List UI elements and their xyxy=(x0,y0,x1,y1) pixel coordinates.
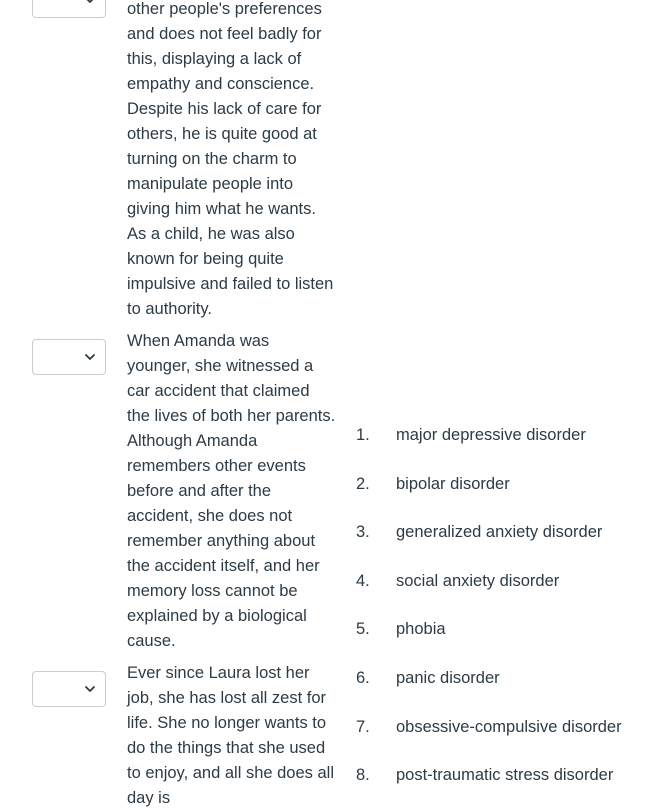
prompt-text-3: Ever since Laura lost her job, she has lost all zest for life. She no longer wants to do the things that she used to enjoy, and all she does all day is xyxy=(127,664,334,807)
chevron-down-icon xyxy=(84,683,96,695)
answer-label: bipolar disorder xyxy=(396,474,510,493)
answer-item xyxy=(356,423,656,472)
answer-label: panic disorder xyxy=(396,668,500,687)
answer-item xyxy=(356,763,656,810)
answer-number: 1. xyxy=(356,426,370,444)
answer-label: generalized anxiety disorder xyxy=(396,523,603,542)
answer-item xyxy=(356,715,656,764)
answer-number: 3. xyxy=(356,523,370,542)
answer-label: social anxiety disorder xyxy=(396,571,560,590)
answer-item xyxy=(356,569,656,618)
answer-item xyxy=(356,520,656,569)
answer-number: 6. xyxy=(356,668,370,687)
answer-select-2[interactable] xyxy=(32,339,106,375)
chevron-down-icon xyxy=(84,0,96,6)
answer-item xyxy=(356,666,656,715)
answer-label: post-traumatic stress disorder xyxy=(396,766,614,785)
answer-number: 2. xyxy=(356,474,370,493)
answer-label: phobia xyxy=(396,620,446,639)
prompt-text-2: When Amanda was younger, she witnessed a car accident that claimed the lives of both her parents. Although Amanda remembers other events before and after the accident, she does not remember anything about the accident itself, and her memory loss cannot be explained by a biological cause. xyxy=(127,332,336,650)
answer-number: 4. xyxy=(356,571,370,590)
answer-select-1[interactable] xyxy=(32,0,106,18)
answer-list xyxy=(356,423,656,810)
prompt-text-1: other people's preferences and does not feel badly for this, displaying a lack of empathy and conscience. Despite his lack of care for others, he is quite good at turning on the charm to manipulate people into giving him what he wants. As a child, he was also known for being quite impulsive and failed to listen to authority. xyxy=(127,0,334,318)
answer-item xyxy=(356,472,656,521)
answer-number: 5. xyxy=(356,620,370,639)
answer-label: major depressive disorder xyxy=(396,426,586,444)
answer-label: obsessive-compulsive disorder xyxy=(396,717,622,736)
chevron-down-icon xyxy=(84,351,96,363)
answer-number: 7. xyxy=(356,717,370,736)
answer-select-3[interactable] xyxy=(32,671,106,707)
answer-number: 8. xyxy=(356,766,370,785)
answer-item xyxy=(356,617,656,666)
